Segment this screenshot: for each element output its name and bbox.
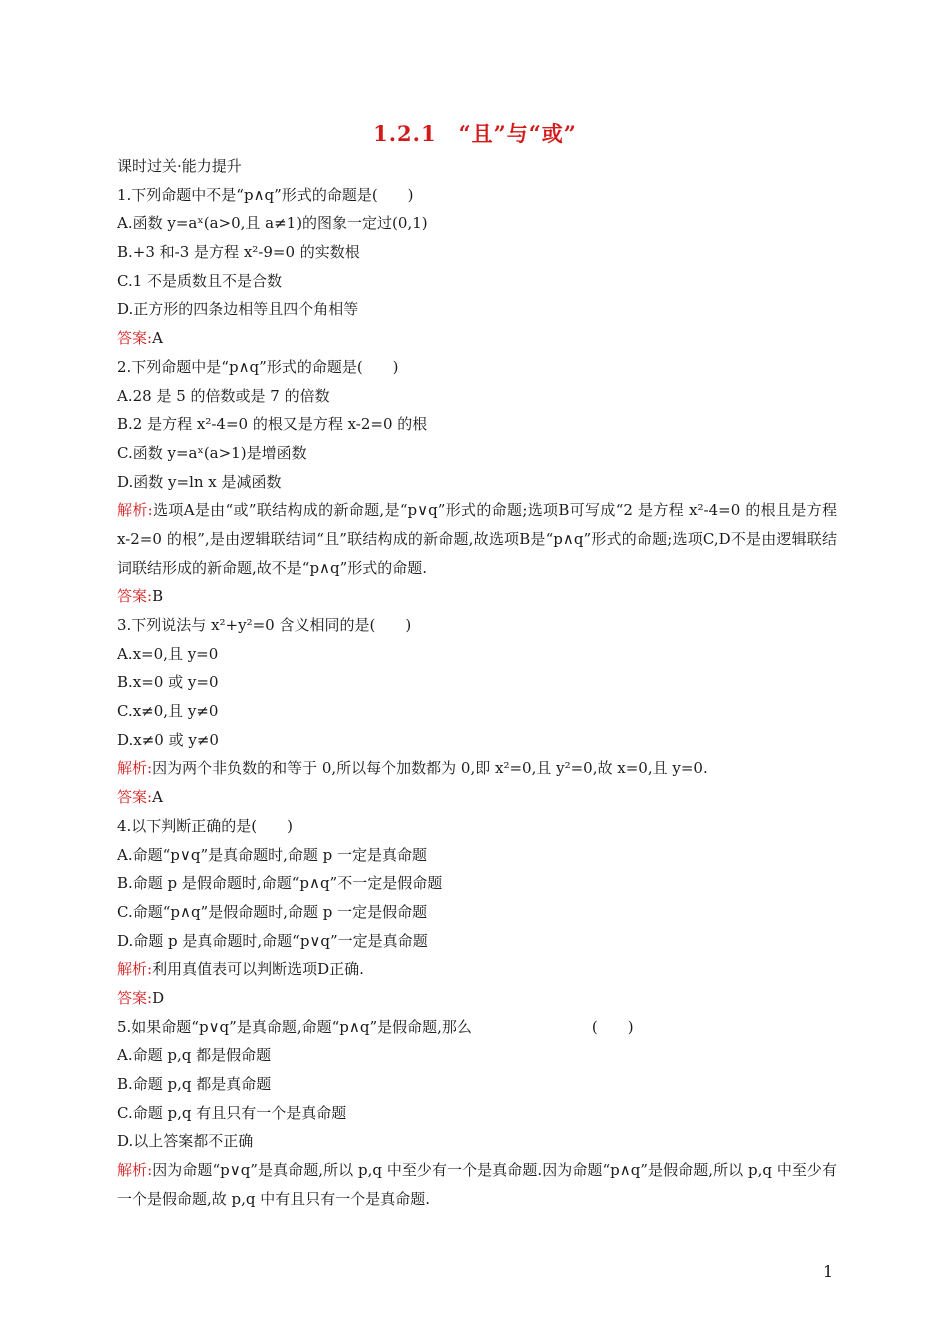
option-c: C.命题“p∧q”是假命题时,命题 p 一定是假命题 <box>117 902 428 921</box>
answer-value: A <box>152 329 163 348</box>
analysis-label: 解析: <box>117 1161 153 1180</box>
answer-value: B <box>152 587 164 606</box>
analysis-text: 利用真值表可以判断选项D正确. <box>152 960 364 979</box>
page-number: 1 <box>823 1262 834 1281</box>
option-c: C.1 不是质数且不是合数 <box>117 271 283 290</box>
content <box>117 152 837 1214</box>
option-a: A.命题“p∨q”是真命题时,命题 p 一定是真命题 <box>117 845 428 864</box>
question-stem: 3.下列说法与 x²+y²=0 含义相同的是( ) <box>117 616 412 635</box>
question-stem: 5.如果命题“p∨q”是真命题,命题“p∧q”是假命题,那么 ( ) <box>117 1017 634 1036</box>
option-b: B.命题 p 是假命题时,命题“p∧q”不一定是假命题 <box>117 874 443 893</box>
analysis-label: 解析: <box>117 759 153 778</box>
option-b: B.x=0 或 y=0 <box>117 673 219 692</box>
question-4 <box>117 812 837 1013</box>
page-title: 1.2.1 “且”与“或” <box>373 121 577 146</box>
option-a: A.函数 y=aˣ(a>0,且 a≠1)的图象一定过(0,1) <box>117 214 428 233</box>
option-d: D.以上答案都不正确 <box>117 1132 254 1151</box>
option-d: D.正方形的四条边相等且四个角相等 <box>117 300 359 319</box>
question-3 <box>117 611 837 812</box>
question-stem: 1.下列命题中不是“p∧q”形式的命题是( ) <box>117 185 414 204</box>
option-c: C.函数 y=aˣ(a>1)是增函数 <box>117 443 307 462</box>
analysis <box>117 1156 837 1213</box>
analysis <box>117 955 837 984</box>
option-b: B.2 是方程 x²-4=0 的根又是方程 x-2=0 的根 <box>117 415 428 434</box>
question-2 <box>117 353 837 611</box>
answer-value: D <box>152 989 165 1007</box>
question-stem: 2.下列命题中是“p∧q”形式的命题是( ) <box>117 357 399 376</box>
answer-value: A <box>152 788 163 807</box>
answer <box>117 984 837 1013</box>
question-stem: 4.以下判断正确的是( ) <box>117 816 294 835</box>
answer <box>117 582 837 611</box>
analysis <box>117 754 837 783</box>
analysis-label: 解析: <box>117 501 153 520</box>
option-a: A.x=0,且 y=0 <box>117 644 219 663</box>
answer-label: 答案: <box>117 788 153 807</box>
question-5 <box>117 1013 837 1214</box>
question-1 <box>117 181 837 353</box>
option-d: D.x≠0 或 y≠0 <box>117 730 219 749</box>
answer-label: 答案: <box>117 989 153 1007</box>
option-b: B.命题 p,q 都是真命题 <box>117 1075 272 1094</box>
option-c: C.x≠0,且 y≠0 <box>117 702 219 721</box>
answer-label: 答案: <box>117 329 153 348</box>
option-c: C.命题 p,q 有且只有一个是真命题 <box>117 1103 347 1122</box>
option-a: A.28 是 5 的倍数或是 7 的倍数 <box>117 386 330 405</box>
analysis-text: 因为命题“p∨q”是真命题,所以 p,q 中至少有一个是真命题.因为命题“p∧q”是假命题,所以 p,q 中至少有一个是假命题,故 p,q 中有且只有一个是真命题. <box>117 1161 837 1208</box>
answer-label: 答案: <box>117 587 153 606</box>
option-d: D.命题 p 是真命题时,命题“p∨q”一定是真命题 <box>117 931 428 950</box>
option-a: A.命题 p,q 都是假命题 <box>117 1046 272 1065</box>
analysis <box>117 496 837 582</box>
section-label: 课时过关·能力提升 <box>117 157 242 175</box>
answer <box>117 783 837 812</box>
analysis-text: 因为两个非负数的和等于 0,所以每个加数都为 0,即 x²=0,且 y²=0,故 x=0,且 y=0. <box>152 759 708 778</box>
answer <box>117 324 837 353</box>
option-b: B.+3 和-3 是方程 x²-9=0 的实数根 <box>117 243 360 262</box>
analysis-text: 选项A是由“或”联结构成的新命题,是“p∨q”形式的命题;选项B可写成“2 是方程 x²-4=0 的根且是方程 x-2=0 的根”,是由逻辑联结词“且”联结构成的新命题,故选项B是“p∧q”形式的命题;选项C,D不是由逻辑联结词联结形成的新命题,故不是“p∧q”形式的命题. <box>117 501 837 577</box>
option-d: D.函数 y=ln x 是减函数 <box>117 472 282 491</box>
analysis-label: 解析: <box>117 960 153 979</box>
